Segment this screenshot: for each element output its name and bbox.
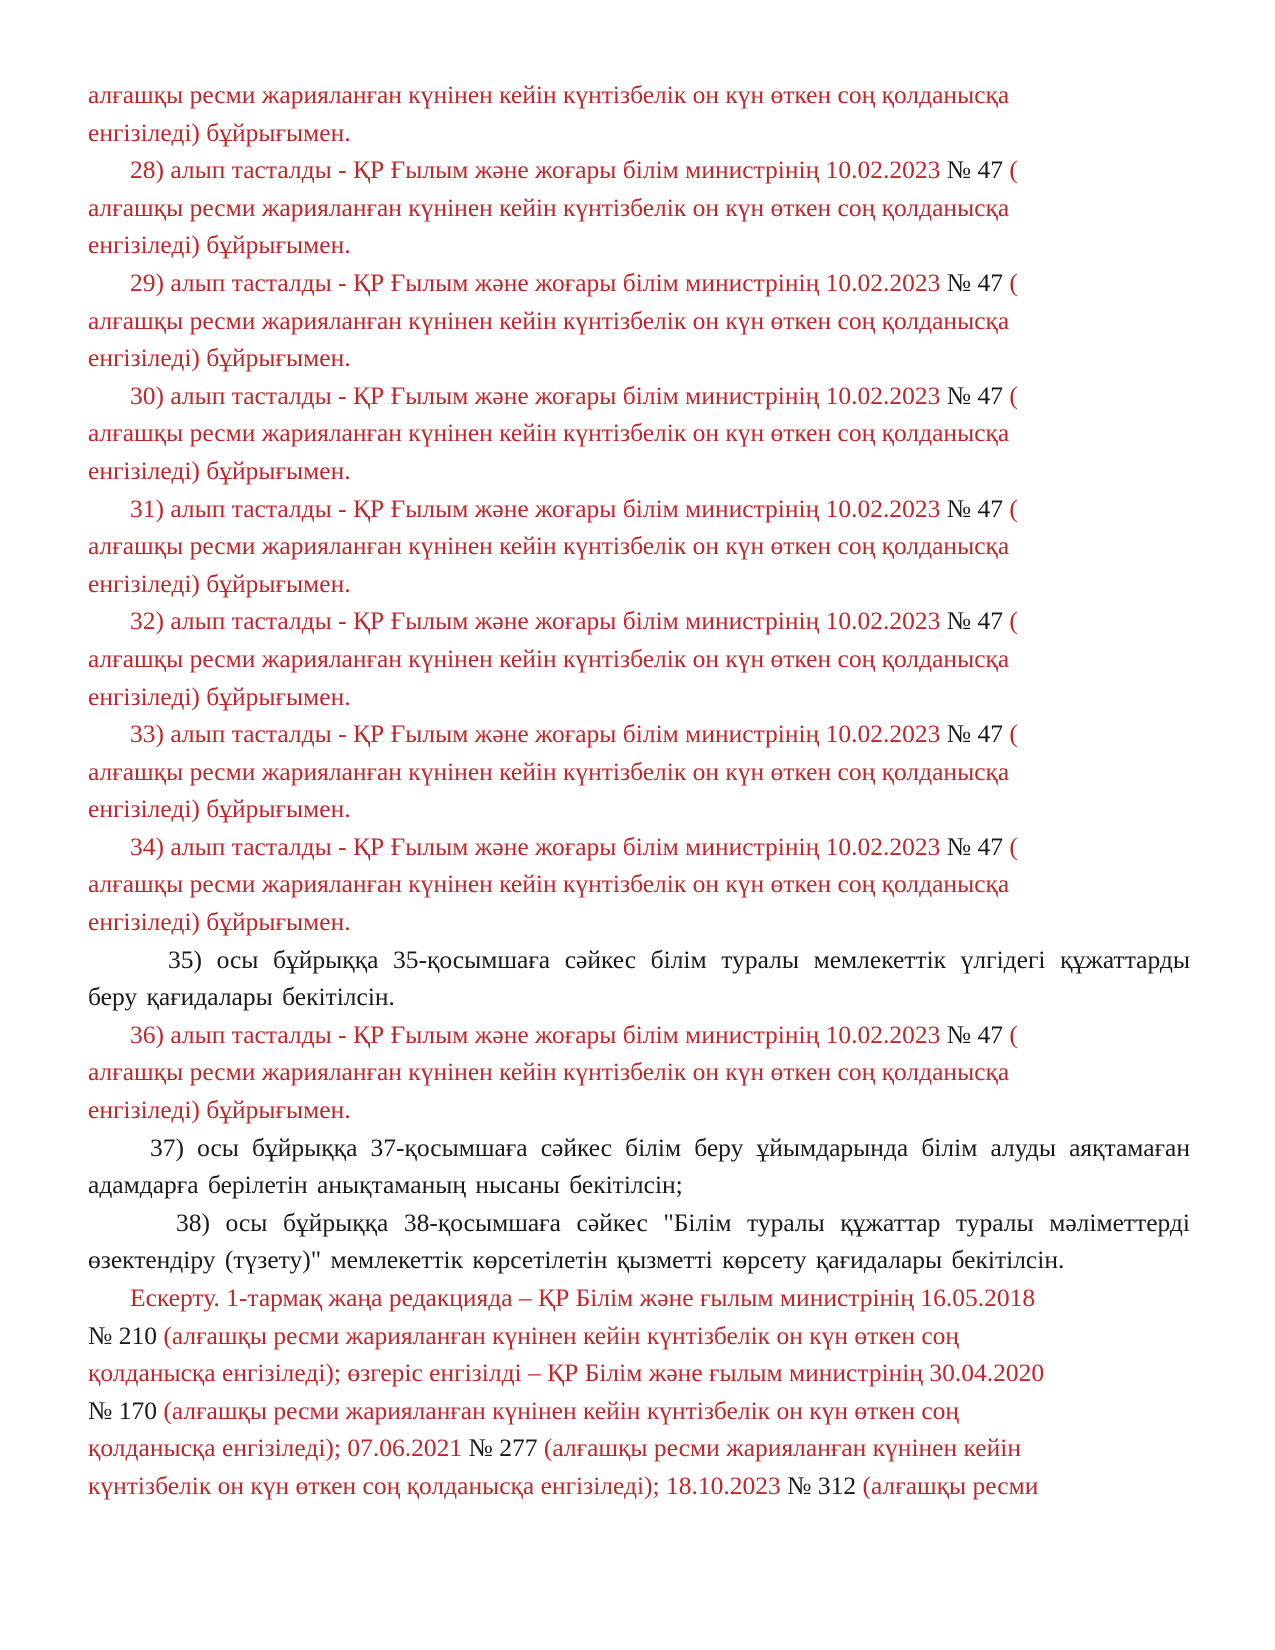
order-number: № 47: [946, 155, 1003, 185]
removed-item-30: 30) алып тасталды - ҚР Ғылым және жоғары білім министрінің 10.02.2023 № 47 ( алғашқы ресми жарияланған күнінен кейін күнтізбелік он күн өткен соң қолданысқа енгізіледі) бұйрығымен.: [88, 380, 1018, 485]
order-number: № 47: [946, 719, 1003, 749]
lead-line-1: алғашқы ресми жарияланған күнінен кейін күнтізбелік он күн өткен соң қолданысқа: [88, 80, 1010, 109]
removed-item-34: 34) алып тасталды - ҚР Ғылым және жоғары білім министрінің 10.02.2023 № 47 ( алғашқы ресми жарияланған күнінен кейін күнтізбелік он күн өткен соң қолданысқа енгізіледі) бұйрығымен.: [88, 831, 1018, 937]
lead-paragraph: [88, 76, 1190, 151]
order-number: № 47: [946, 493, 1003, 523]
order-number: № 170: [88, 1395, 157, 1425]
removed-item-28: 28) алып тасталды - ҚР Ғылым және жоғары білім министрінің 10.02.2023 № 47 ( алғашқы ресми жарияланған күнінен кейін күнтізбелік он күн өткен соң қолданысқа енгізіледі) бұйрығымен.: [88, 155, 1018, 260]
note-paragraph: Ескерту. 1-тармақ жаңа редакцияда – ҚР Білім және ғылым министрінің 16.05.2018 № 210 (алғашқы ресми жарияланған күнінен кейін күнтізбелік он күн өткен соң қолданысқа енгізіледі); өзгеріс енгізілді – ҚР Білім және ғылым министрінің 30.04.2020 № 170 (алғашқы ресми жарияланған күнінен кейін күнтізбелік он күн өткен соң қолданысқа енгізіледі); 07.06.2021 № 277 (алғашқы ресми жарияланған күнінен кейін күнтізбелік он күн өткен соң қолданысқа енгізіледі); 18.10.2023 № 312 (алғашқы ресми: [88, 1283, 1045, 1500]
order-number: № 47: [946, 1019, 1003, 1049]
order-number: № 47: [946, 606, 1003, 636]
order-number: № 210: [88, 1320, 157, 1350]
lead-line-2: енгізіледі) бұйрығымен.: [88, 117, 351, 147]
order-number: № 47: [946, 267, 1003, 297]
item-38: 38) осы бұйрыққа 38-қосымшаға сәйкес "Білім туралы құжаттар туралы мәліметтерді өзектендіру (түзету)" мемлекеттік көрсетілетін қызметті көрсету қағидалары бекітілсін.: [88, 1207, 1190, 1275]
removed-item-36: 36) алып тасталды - ҚР Ғылым және жоғары білім министрінің 10.02.2023 № 47 ( алғашқы ресми жарияланған күнінен кейін күнтізбелік он күн өткен соң қолданысқа енгізіледі) бұйрығымен.: [88, 1019, 1018, 1125]
item-35: 35) осы бұйрыққа 35-қосымшаға сәйкес білім туралы мемлекеттік үлгідегі құжаттарды беру қағидалары бекітілсін.: [88, 944, 1190, 1012]
removed-item-31: 31) алып тасталды - ҚР Ғылым және жоғары білім министрінің 10.02.2023 № 47 ( алғашқы ресми жарияланған күнінен кейін күнтізбелік он күн өткен соң қолданысқа енгізіледі) бұйрығымен.: [88, 493, 1018, 598]
document-body: [88, 76, 1190, 1505]
removed-item-29: 29) алып тасталды - ҚР Ғылым және жоғары білім министрінің 10.02.2023 № 47 ( алғашқы ресми жарияланған күнінен кейін күнтізбелік он күн өткен соң қолданысқа енгізіледі) бұйрығымен.: [88, 267, 1018, 373]
removed-item-32: 32) алып тасталды - ҚР Ғылым және жоғары білім министрінің 10.02.2023 № 47 ( алғашқы ресми жарияланған күнінен кейін күнтізбелік он күн өткен соң қолданысқа енгізіледі) бұйрығымен.: [88, 606, 1018, 711]
removed-item-33: 33) алып тасталды - ҚР Ғылым және жоғары білім министрінің 10.02.2023 № 47 ( алғашқы ресми жарияланған күнінен кейін күнтізбелік он күн өткен соң қолданысқа енгізіледі) бұйрығымен.: [88, 719, 1018, 824]
order-number: № 47: [946, 831, 1003, 861]
order-number: № 47: [946, 380, 1003, 410]
item-37: 37) осы бұйрыққа 37-қосымшаға сәйкес білім беру ұйымдарында білім алуды аяқтамаған адамдарға берілетін анықтаманың нысаны бекітілсін;: [88, 1132, 1190, 1200]
order-number: № 277: [468, 1433, 538, 1463]
order-number: № 312: [787, 1470, 857, 1500]
